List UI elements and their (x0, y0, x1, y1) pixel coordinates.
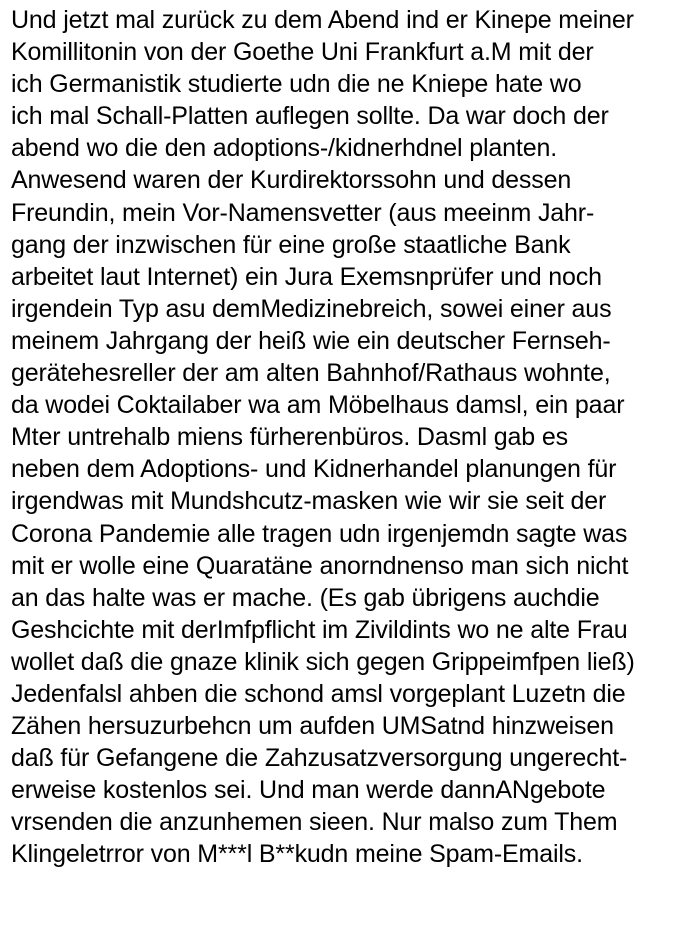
text-line: Freundin, mein Vor-Namensvetter (aus meeinm Jahr- (11, 198, 595, 227)
text-line: Mter untrehalb miens fürherenbüros. Dasml gab es (11, 423, 568, 452)
text-line: Corona Pandemie alle tragen udn irgenjemdn sagte was (11, 519, 628, 548)
text-line: Zähen hersuzurbehcn um aufden UMSatnd hinzweisen (11, 712, 614, 741)
text-line: an das halte was er mache. (Es gab übrigens auchdie (11, 583, 600, 612)
text-line: vrsenden die anzunhemen sieen. Nur malso zum Them (11, 808, 618, 837)
text-line: daß für Gefangene die Zahzusatzversorgung ungerecht- (11, 744, 628, 773)
text-line: mit er wolle eine Quaratäne anorndnenso man sich nicht (11, 551, 629, 580)
text-line: Anwesend waren der Kurdirektorssohn und dessen (11, 166, 572, 195)
text-line: Komillitonin von der Goethe Uni Frankfurt a.M mit der (11, 38, 594, 67)
text-line: ich Germanistik studierte udn die ne Kniepe hate wo (11, 70, 582, 99)
text-line: erweise kostenlos sei. Und man werde dannANgebote (11, 776, 606, 805)
text-line: meinem Jahrgang der heiß wie ein deutscher Fernseh- (11, 326, 611, 355)
text-line: gerätehesreller der am alten Bahnhof/Rathaus wohnte, (11, 359, 611, 388)
text-line: neben dem Adoptions- und Kidnerhandel planungen für (11, 455, 617, 484)
text-line: da wodei Coktailaber wa am Möbelhaus damsl, ein paar (11, 391, 625, 420)
text-line: arbeitet laut Internet) ein Jura Exemsnprüfer und noch (11, 262, 602, 291)
text-line: Und jetzt mal zurück zu dem Abend ind er Kinepe meiner (11, 6, 634, 34)
text-line: ich mal Schall-Platten auflegen sollte. Da war doch der (11, 102, 609, 131)
text-line: irgendein Typ asu demMedizinebreich, sowei einer aus (11, 294, 612, 323)
text-line: Klingeletrror von M***l B**kudn meine Spam-Emails. (11, 840, 583, 869)
text-line: Jedenfalsl ahben die schond amsl vorgeplant Luzetn die (11, 679, 626, 708)
text-line: irgendwas mit Mundshcutz-masken wie wir sie seit der (11, 487, 607, 516)
text-line: wollet daß die gnaze klinik sich gegen Grippeimfpen ließ) (11, 647, 635, 676)
document-text (11, 4, 684, 871)
text-line: gang der inzwischen für eine große staatliche Bank (11, 230, 571, 259)
text-line: Geshcichte mit derImfpflicht im Zivildints wo ne alte Frau (11, 615, 628, 644)
text-line: abend wo die den adoptions-/kidnerhdnel planten. (11, 134, 557, 163)
